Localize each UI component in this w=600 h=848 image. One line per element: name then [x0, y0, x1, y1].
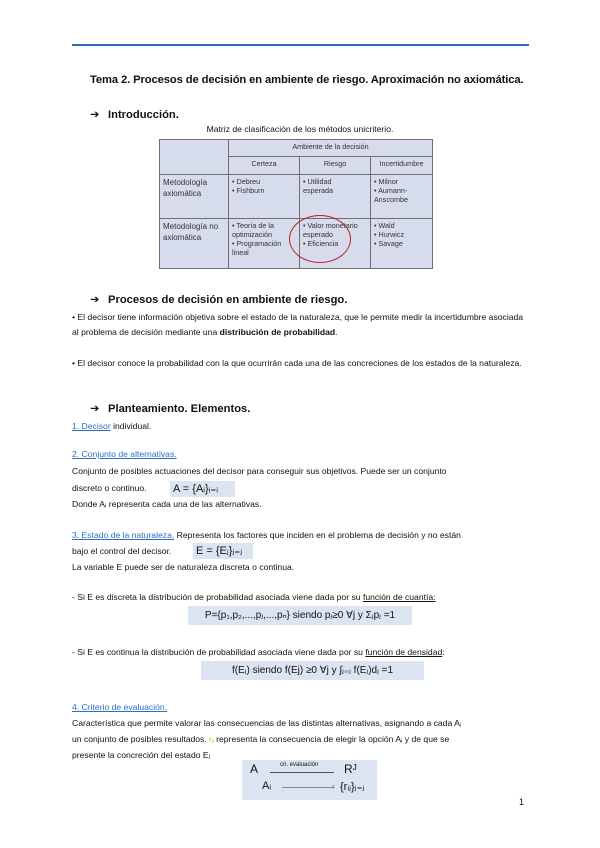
cell-noaxiom-riesgo: • Valor monetario esperado • Eficiencia: [300, 219, 371, 269]
alternativas-line-1: Conjunto de posibles actuaciones del decisor para conseguir sus objetivos. Puede ser un conjunto: [72, 466, 447, 476]
cell-noaxiom-incertidumbre: • Wald • Hurwicz • Savage: [371, 219, 433, 269]
proc-paragraph-1: • El decisor tiene información objetiva sobre el estado de la naturaleza, que le permite medir la incertidumbre asociada al problema de decisión mediante una distribución de probabilidad.: [72, 312, 524, 337]
arrow-icon: ➔: [90, 109, 100, 121]
col-header-riesgo: Riesgo: [300, 157, 371, 175]
col-header-certeza: Certeza: [229, 157, 300, 175]
cell-noaxiom-certeza: • Teoría de la optimización • Programación lineal: [229, 219, 300, 269]
continuous-formula: f(Eⱼ) siendo f(Ej) ≥0 ∀j y ∫ⱼ₌ⱼ f(Eⱼ)dⱼ =1: [201, 661, 424, 680]
alternativas-link[interactable]: 2. Conjunto de alternativas.: [72, 449, 177, 459]
arrow-right-icon: ›: [332, 782, 335, 791]
map-rij: {rᵢⱼ}ⱼ₌ⱼ: [340, 781, 365, 793]
table-caption: Matriz de clasificación de los métodos unicriterio.: [206, 124, 394, 134]
cell-axiom-incertidumbre: • Milnor • Aumann- Anscombe: [371, 175, 433, 219]
estado-line-2: bajo el control del decisor.: [72, 546, 172, 556]
map-label: cri. evaluación: [280, 762, 319, 768]
map-set-a: A: [250, 762, 259, 776]
map-ai: Aᵢ: [262, 780, 272, 792]
criterio-link[interactable]: 4. Criterio de evaluación.: [72, 702, 168, 712]
table-group-header: Ambiente de la decisión: [229, 140, 433, 157]
estado-link[interactable]: 3. Estado de la naturaleza.: [72, 530, 175, 540]
arrow-icon: ➔: [90, 294, 100, 306]
page-number: 1: [519, 797, 525, 807]
col-header-incertidumbre: Incertidumbre: [371, 157, 433, 175]
proc-heading: ➔ Procesos de decisión en ambiente de riesgo.: [90, 294, 348, 306]
arrow-icon: ➔: [90, 403, 100, 415]
estado-line-3: La variable E puede ser de naturaleza discreta o continua.: [72, 562, 295, 572]
discrete-line: - Si E es discreta la distribución de probabilidad asociada viene dada por su función de cuantía:: [72, 592, 436, 602]
row-label-no-axiomatica: Metodología no axiomática: [160, 219, 229, 269]
alternativas-formula: A = {Aᵢ}ᵢ₌ᵢ: [170, 481, 235, 497]
map-arrow-bottom: [282, 787, 334, 788]
table-corner: [160, 140, 229, 175]
alternativas-line-3: Donde Aᵢ representa cada una de las alternativas.: [72, 499, 262, 509]
cell-axiom-certeza: • Debreu • Fishburn: [229, 175, 300, 219]
map-set-r: Rᴶ: [344, 762, 357, 776]
header-rule: [72, 44, 529, 46]
criterion-mapping: [242, 760, 377, 800]
plan-heading: ➔ Planteamiento. Elementos.: [90, 403, 251, 415]
criterio-line-1: Característica que permite valorar las consecuencias de las distintas alternativas, asignando a cada Aᵢ: [72, 718, 462, 728]
page-title: Tema 2. Procesos de decisión en ambiente de riesgo. Aproximación no axiomática.: [90, 74, 524, 86]
decisor-link[interactable]: 1. Decisor: [72, 421, 111, 431]
item-decisor: 1. Decisor individual.: [72, 421, 152, 431]
map-arrow-top: [270, 772, 334, 773]
discrete-formula: P={p₁,p₂,...,pⱼ,...,pₙ} siendo pⱼ≥0 ∀j y Σⱼpⱼ =1: [188, 606, 412, 625]
alternativas-line-2: discreto o continuo.: [72, 483, 147, 493]
criterio-line-2: un conjunto de posibles resultados. rᵢⱼ representa la consecuencia de elegir la opción Aᵢ y de que se: [72, 734, 450, 744]
intro-heading: ➔ Introducción.: [90, 109, 179, 121]
row-label-axiomatica: Metodología axiomática: [160, 175, 229, 219]
criterio-line-3: presente la concreción del estado Eⱼ: [72, 750, 211, 760]
estado-formula: E = {Eⱼ}ⱼ₌ⱼ: [193, 543, 253, 559]
continuous-line: - Si E es continua la distribución de probabilidad asociada viene dada por su función de densidad:: [72, 647, 445, 657]
rij-symbol: rᵢⱼ: [209, 737, 214, 744]
highlight-ellipse: [289, 215, 351, 263]
cell-axiom-riesgo: • Utilidad esperada: [300, 175, 371, 219]
estado-line-1: 3. Estado de la naturaleza. Representa los factores que inciden en el problema de decisión y no están: [72, 530, 461, 540]
proc-paragraph-2: • El decisor conoce la probabilidad con la que ocurrirán cada una de las concreciones de los estados de la naturaleza.: [72, 358, 522, 368]
